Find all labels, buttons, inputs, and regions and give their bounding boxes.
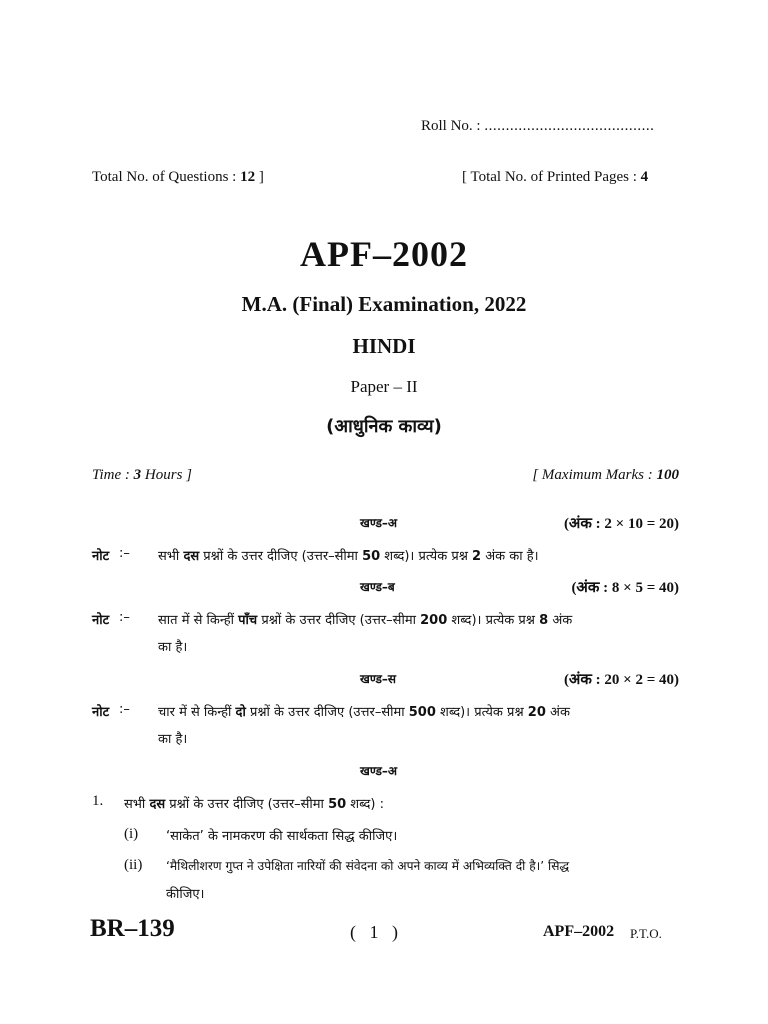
please-turn-over: P.T.O. — [630, 926, 662, 941]
note-emphasis: 200 — [420, 613, 448, 628]
sub-question-text-line2: कीजिए। — [166, 887, 205, 902]
section-a-note-label: नोट — [92, 549, 110, 564]
question-text — [124, 794, 384, 812]
max-marks-label: [ Maximum Marks : — [532, 467, 657, 483]
max-marks-value: 100 — [656, 467, 679, 483]
subject-name: HINDI — [352, 334, 416, 358]
section-a-heading: खण्ड–अ — [360, 516, 398, 530]
paper-topic: (आधुनिक काव्य) — [326, 416, 442, 437]
maximum-marks — [532, 467, 679, 484]
time-allowed — [92, 467, 192, 484]
section-b-marks: (अंक : 8 × 5 = 40) — [571, 580, 679, 596]
note-emphasis: दस — [183, 549, 200, 564]
time-unit: Hours ] — [141, 467, 193, 483]
footer-paper-code: APF–2002 — [543, 923, 615, 940]
note-text: अंक — [548, 613, 573, 628]
section-b-heading: खण्ड–ब — [360, 580, 395, 594]
roll-number-line — [421, 118, 654, 135]
section-b-note-label: नोट — [92, 613, 110, 628]
note-text: सभी — [158, 549, 184, 564]
total-questions-label: Total No. of Questions : — [92, 169, 237, 185]
question-text-part: सभी — [124, 797, 150, 812]
sub-question-text: ‘मैथिलीशरण गुप्त ने उपेक्षिता नारियों की संवेदना को अपने काव्य में अभिव्यक्ति दी है।’ सिद्ध — [166, 859, 570, 873]
roll-label: Roll No. : — [421, 118, 481, 134]
sub-question-number: (i) — [124, 826, 139, 842]
note-text: अंक — [545, 705, 570, 720]
note-text: प्रश्नों के उत्तर दीजिए (उत्तर–सीमा — [245, 705, 409, 720]
roll-dots: ........................................ — [484, 118, 655, 134]
note-text: अंक का है। — [481, 549, 539, 564]
section-a-note-text — [158, 546, 539, 564]
question-text-part: शब्द) : — [346, 797, 384, 812]
note-emphasis: 50 — [362, 549, 381, 564]
note-text: शब्द)। प्रत्येक प्रश्न — [435, 705, 528, 720]
question-emphasis: 50 — [328, 797, 347, 812]
question-number: 1. — [92, 793, 104, 809]
printed-pages-value: 4 — [640, 169, 649, 185]
note-emphasis: 500 — [408, 705, 436, 720]
section-b-note-dash: :– — [119, 610, 130, 625]
total-questions-close: ] — [258, 169, 264, 185]
note-text: चार में से किन्हीं — [158, 705, 236, 720]
section-b-note-text-line2: का है। — [158, 640, 188, 655]
note-emphasis: 2 — [472, 549, 482, 564]
paper-number: Paper – II — [350, 377, 418, 396]
note-text: शब्द)। प्रत्येक प्रश्न — [380, 549, 473, 564]
total-questions-value: 12 — [240, 169, 256, 185]
note-emphasis: 8 — [539, 613, 549, 628]
section-c-heading: खण्ड–स — [360, 672, 397, 686]
time-value: 3 — [133, 467, 142, 483]
page-number: ( 1 ) — [350, 922, 398, 942]
section-a-marks: (अंक : 2 × 10 = 20) — [563, 516, 679, 532]
section-c-note-text — [158, 702, 570, 720]
exam-name: M.A. (Final) Examination, 2022 — [241, 292, 527, 316]
section-a-note-dash: :– — [119, 546, 130, 561]
note-emphasis: पाँच — [238, 613, 258, 628]
note-text: शब्द)। प्रत्येक प्रश्न — [447, 613, 540, 628]
printed-pages-label: [ Total No. of Printed Pages : — [462, 169, 637, 185]
printed-pages — [462, 169, 648, 186]
note-text: प्रश्नों के उत्तर दीजिए (उत्तर–सीमा — [199, 549, 363, 564]
section-c-note-dash: :– — [119, 702, 130, 717]
note-text: प्रश्नों के उत्तर दीजिए (उत्तर–सीमा — [257, 613, 421, 628]
section-b-note-text — [158, 610, 572, 628]
note-emphasis: 20 — [527, 705, 546, 720]
question-text-part: प्रश्नों के उत्तर दीजिए (उत्तर–सीमा — [165, 797, 329, 812]
sub-question-text: ‘साकेत’ के नामकरण की सार्थकता सिद्ध कीजिए। — [166, 829, 398, 844]
note-text: सात में से किन्हीं — [158, 613, 239, 628]
series-code: BR–139 — [90, 915, 175, 942]
time-label: Time : — [92, 467, 134, 483]
section-c-marks: (अंक : 20 × 2 = 40) — [563, 672, 679, 688]
paper-code-title: APF–2002 — [300, 234, 468, 274]
question-section-heading: खण्ड–अ — [360, 764, 398, 778]
sub-question-number: (ii) — [124, 857, 143, 873]
section-c-note-text-line2: का है। — [158, 732, 188, 747]
section-c-note-label: नोट — [92, 705, 110, 720]
total-questions — [92, 169, 264, 186]
question-emphasis: दस — [149, 797, 166, 812]
note-emphasis: दो — [235, 705, 246, 720]
